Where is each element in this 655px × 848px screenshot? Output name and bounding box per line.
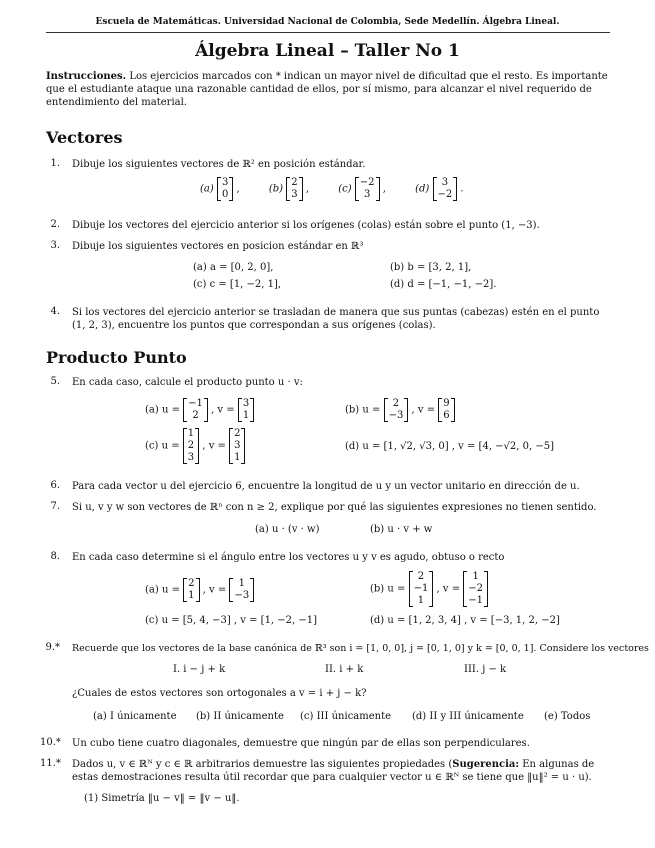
ex8-number: 8. (50, 551, 60, 562)
ex8-a-u-vector: 2 1 (183, 578, 199, 602)
ex8-text: En cada caso determine si el ángulo entre los vectores u y v es agudo, obtuso o recto (72, 552, 505, 563)
ex5-text: En cada caso, calcule el producto punto u · v: (72, 377, 303, 388)
ex9-vector-1: I. i − j + k (173, 664, 226, 675)
ex5-b-u-vector: 2 −3 (384, 398, 409, 422)
ex3-item-d: (d) d = [−1, −1, −2]. (390, 279, 497, 290)
ex5-a-u-vector: −1 2 (183, 398, 208, 422)
ex1-vectors: (a) 3 0 , (b) 2 3 , (c) −2 3 , (d) 3 −2 . (200, 177, 464, 200)
ex1-b-vector: 2 3 (286, 177, 302, 201)
ex5-number: 5. (50, 376, 60, 387)
section-vectores: Vectores (46, 128, 123, 147)
ex7-a: (a) u · (v · w) (255, 524, 320, 535)
ex6-number: 6. (50, 480, 60, 491)
ex3-item-c: (c) c = [1, −2, 1], (193, 279, 282, 290)
ex1-d-vector: 3 −2 (433, 177, 458, 201)
ex10-number: 10.* (40, 737, 61, 748)
ex1-a-vector: 3 0 (217, 177, 233, 201)
ex8-b-u-vector: 2 −1 1 (409, 571, 434, 607)
ex1-text: Dibuje los siguientes vectores de ℝ² en posición estándar. (72, 159, 366, 170)
ex9-option-a: (a) I únicamente (93, 711, 177, 722)
ex3-item-a: (a) a = [0, 2, 0], (193, 262, 274, 273)
ex2-number: 2. (50, 219, 60, 230)
ex11-text: Dados u, v ∈ ℝᴺ y c ∈ ℝ arbitrarios demuestre las siguientes propiedades (Sugerencia: En algunas de estas demostraciones resulta útil recordar que para cualquier vector u ∈ ℝᴺ se tiene que ‖u‖² = u · u). (72, 759, 595, 783)
ex8-c: (c) u = [5, 4, −3] , v = [1, −2, −1] (145, 615, 318, 626)
ex9-vector-3: III. j − k (464, 664, 507, 675)
ex5-b: (b) u = 2 −3 , v = 9 6 (345, 398, 455, 422)
header-rule (46, 32, 610, 33)
ex9-option-c: (c) III únicamente (300, 711, 392, 722)
page-title: Álgebra Lineal – Taller No 1 (195, 41, 460, 61)
ex5-c-u-vector: 1 2 3 (183, 428, 199, 464)
ex9-question: ¿Cuales de estos vectores son ortogonales a v = i + j − k? (72, 688, 367, 699)
ex5-a: (a) u = −1 2 , v = 3 1 (145, 398, 254, 422)
ex1-a-label: (a) (200, 183, 214, 195)
instructions (46, 70, 610, 109)
ex1-c-vector: −2 3 (355, 177, 380, 201)
instructions-label: Instrucciones. (46, 71, 127, 82)
ex9-option-e: (e) Todos (544, 711, 591, 722)
ex3-text: Dibuje los siguientes vectores en posicion estándar en ℝ³ (72, 241, 364, 252)
ex1-b-label: (b) (268, 183, 284, 195)
ex5-d: (d) u = [1, √2, √3, 0] , v = [4, −√2, 0, −5] (345, 441, 555, 452)
ex11-hint-label: Sugerencia: (452, 759, 520, 770)
ex8-b-v-vector: 1 −2 −1 (463, 571, 488, 607)
ex8-a: (a) u = 2 1 , v = 1 −3 (145, 578, 254, 602)
ex4-text: Si los vectores del ejercicio anterior se trasladan de manera que sus puntas (cabezas) estén en el punto (1, 2, 3), encuentre los puntos que correspondan a sus orígenes (colas). (72, 307, 600, 331)
ex3-item-b: (b) b = [3, 2, 1], (390, 262, 472, 273)
ex5-b-v-vector: 9 6 (438, 398, 454, 422)
ex4-number: 4. (50, 306, 60, 317)
page-header: Escuela de Matemáticas. Universidad Nacional de Colombia, Sede Medellín. Álgebra Lineal. (95, 17, 560, 27)
ex5-a-v-vector: 3 1 (238, 398, 254, 422)
ex11-number: 11.* (40, 758, 61, 769)
instructions-text: Los ejercicios marcados con * indican un mayor nivel de dificultad que el resto. Es importante que el estudiante ataque una razonable cantidad de ellos, por sí mismo, para alcanzar el nivel requerido de entendimiento del material. (46, 71, 608, 108)
ex11-item-1: (1) Simetría ‖u − v‖ = ‖v − u‖. (84, 793, 240, 804)
ex3-number: 3. (50, 240, 60, 251)
ex10-text: Un cubo tiene cuatro diagonales, demuestre que ningún par de ellas son perpendiculares. (72, 738, 530, 749)
ex9-option-d: (d) II y III únicamente (412, 711, 524, 722)
ex7-b: (b) u · v + w (370, 524, 433, 535)
ex8-b: (b) u = 2 −1 1 , v = 1 −2 −1 (370, 571, 488, 607)
ex1-c-label: (c) (338, 183, 352, 195)
ex5-c: (c) u = 1 2 3 , v = 2 3 1 (145, 428, 245, 464)
ex6-text: Para cada vector u del ejercicio 6, encuentre la longitud de u y un vector unitario en dirección de u. (72, 481, 580, 492)
ex2-text: Dibuje los vectores del ejercicio anterior si los orígenes (colas) están sobre el punto (1, −3). (72, 220, 540, 231)
ex9-number: 9.* (45, 642, 60, 653)
section-producto-punto: Producto Punto (46, 348, 187, 367)
ex8-a-v-vector: 1 −3 (229, 578, 254, 602)
ex7-text: Si u, v y w son vectores de ℝⁿ con n ≥ 2, explique por qué las siguientes expresiones no tienen sentido. (72, 502, 597, 513)
ex9-vector-2: II. i + k (325, 664, 364, 675)
ex9-option-b: (b) II únicamente (196, 711, 284, 722)
ex1-number: 1. (50, 158, 60, 169)
ex5-c-v-vector: 2 3 1 (229, 428, 245, 464)
ex1-d-label: (d) (415, 183, 430, 195)
ex8-d: (d) u = [1, 2, 3, 4] , v = [−3, 1, 2, −2] (370, 615, 560, 626)
ex9-text: Recuerde que los vectores de la base canónica de ℝ³ son i = [1, 0, 0], j = [0, 1, 0] y k = [0, 0, 1]. Considere los vectores (72, 643, 649, 654)
ex7-number: 7. (50, 501, 60, 512)
